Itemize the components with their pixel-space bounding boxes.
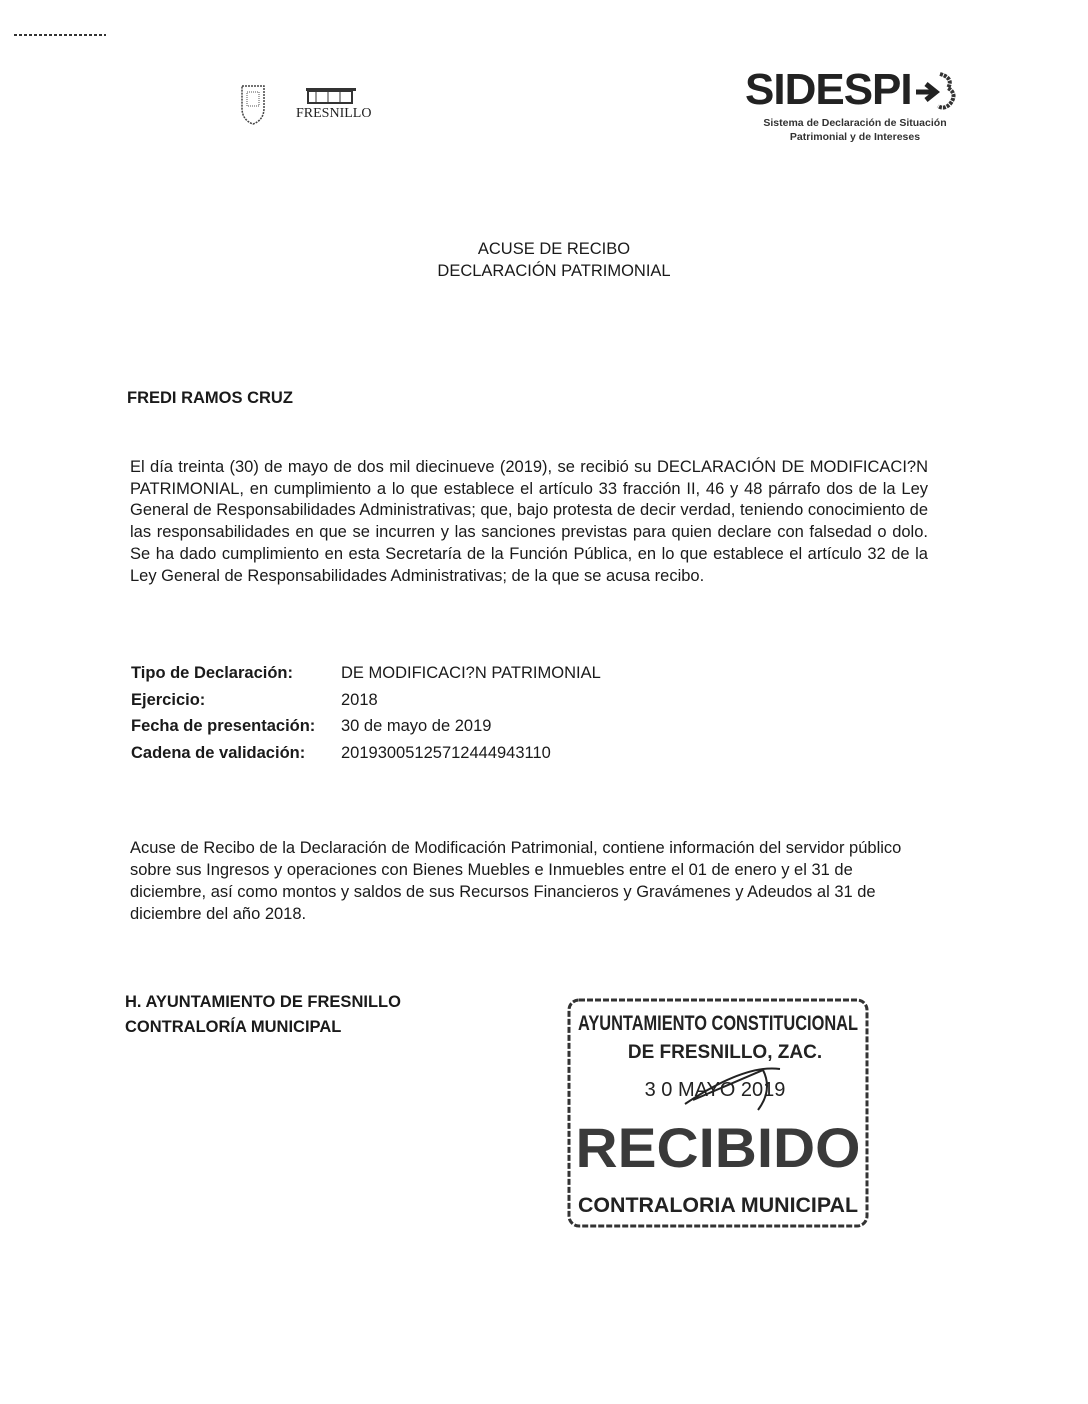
sidespi-logo — [745, 64, 965, 144]
sidespi-subtitle-2: Patrimonial y de Intereses — [789, 131, 921, 143]
header-left-logos — [238, 80, 388, 135]
field-label: Cadena de validación: — [131, 744, 306, 763]
field-row — [131, 740, 601, 767]
stamp-line-2: DE FRESNILLO, ZAC. — [627, 1042, 823, 1063]
issuer-line-2: CONTRALORÍA MUNICIPAL — [125, 1018, 342, 1036]
stamp-line-1: AYUNTAMIENTO CONSTITUCIONAL — [578, 1012, 859, 1035]
title-line-1: ACUSE DE RECIBO — [477, 240, 631, 258]
stamp-bottom: CONTRALORIA MUNICIPAL — [578, 1194, 859, 1217]
field-label: Ejercicio: — [131, 690, 206, 709]
sidespi-subtitle-1: Sistema de Declaración de Situación — [763, 117, 947, 129]
field-row — [131, 687, 601, 714]
field-value: 2018 — [341, 690, 378, 709]
fresnillo-logo-text: FRESNILLO — [296, 106, 372, 121]
field-value: 30 de mayo de 2019 — [341, 717, 492, 736]
sidespi-logo-text: SIDESPI — [745, 65, 912, 114]
scan-mark — [14, 34, 106, 36]
field-row — [131, 660, 601, 687]
recipient-name: FREDI RAMOS CRUZ — [127, 389, 293, 407]
declaration-fields — [131, 660, 601, 767]
stamp-big-text: RECIBIDO — [575, 1116, 861, 1179]
sidespi-emblem-icon — [912, 68, 962, 112]
coat-of-arms-icon — [238, 80, 388, 130]
field-row — [131, 714, 601, 741]
title-line-2: DECLARACIÓN PATRIMONIAL — [437, 262, 671, 280]
issuer-line-1: H. AYUNTAMIENTO DE FRESNILLO — [125, 993, 401, 1011]
field-value: DE MODIFICACI?N PATRIMONIAL — [341, 663, 601, 682]
issuer-block — [125, 990, 401, 1040]
field-label: Tipo de Declaración: — [131, 663, 293, 682]
field-value: 20193005125712444943110 — [341, 744, 551, 763]
field-label: Fecha de presentación: — [131, 717, 316, 736]
document-title — [0, 238, 1088, 282]
summary-paragraph: Acuse de Recibo de la Declaración de Modificación Patrimonial, contiene información del servidor público sobre sus Ingresos y operaciones con Bienes Muebles e Inmuebles entre el 01 de enero y el 31 de diciembre, así como montos y saldos de sus Recursos Financieros y Gravámenes y Adeudos al 31 de diciembre del año 2018. — [130, 839, 902, 923]
received-stamp — [565, 992, 875, 1237]
body-paragraph: El día treinta (30) de mayo de dos mil diecinueve (2019), se recibió su DECLARACIÓN DE MODIFICACI?N PATRIMONIAL, en cumplimiento a lo que establece el artículo 33 fracción II, 46 y 48 párrafo dos de la Ley General de Responsabilidades Administrativas; que, bajo protesta de decir verdad, teniendo conocimiento de las responsabilidades en que se incurren y las sanciones previstas para quien declare con falsedad o dolo. Se ha dado cumplimiento en esta Secretaría de la Función Pública, en lo que establece el artículo 32 de la Ley General de Responsabilidades Administrativas; de la que se acusa recibo. — [130, 458, 928, 585]
stamp-date: 3 0 MAYO 2019 — [644, 1079, 786, 1101]
